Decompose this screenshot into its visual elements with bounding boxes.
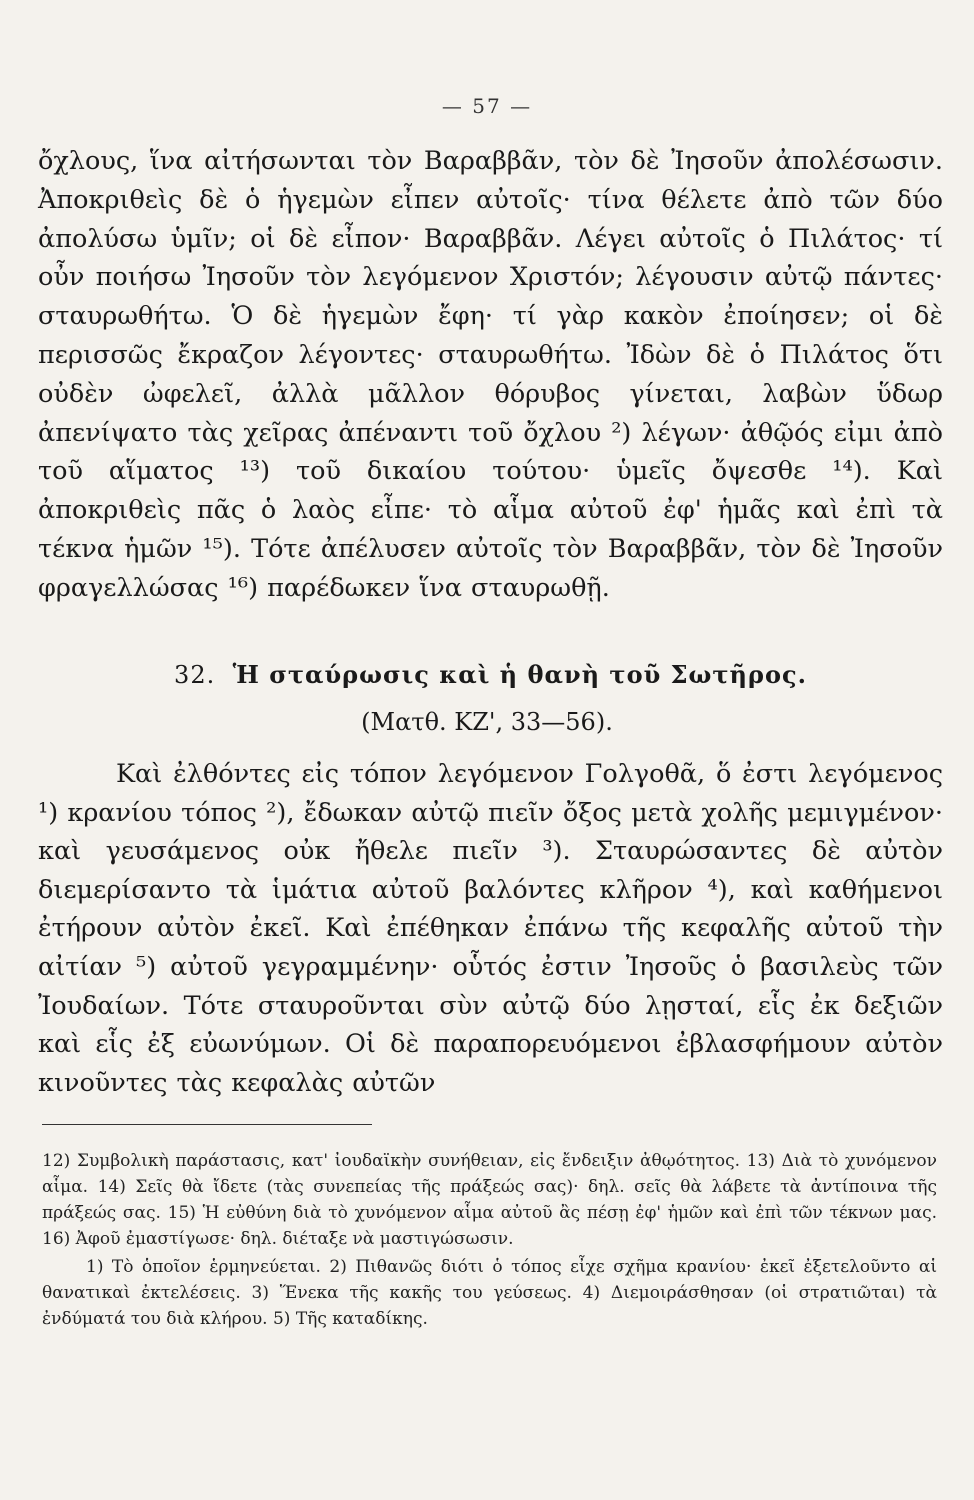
footnotes bbox=[42, 1148, 937, 1332]
main-text-block bbox=[38, 142, 943, 608]
page-number: — 57 — bbox=[441, 94, 533, 118]
section-heading bbox=[38, 660, 943, 689]
footnote-divider bbox=[42, 1124, 372, 1125]
section-number: 32. bbox=[174, 661, 216, 689]
section-text-block bbox=[38, 755, 943, 1102]
paragraph: ὄχλους, ἵνα αἰτήσωνται τὸν Βαραββᾶν, τὸν δὲ Ἰησοῦν ἀπολέσωσιν. Ἀποκριθεὶς δὲ ὁ ἡγεμὼν εἶπεν αὐτοῖς· τίνα θέλετε ἀπὸ τῶν δύο ἀπολύσω ὑμῖν; οἱ δὲ εἶπον· Βαραββᾶν. Λέγει αὐτοῖς ὁ Πιλάτος· τί οὖν ποιήσω Ἰησοῦν τὸν λεγόμενον Χριστόν; λέγουσιν αὐτῷ πάντες· σταυρωθήτω. Ὁ δὲ ἡγεμὼν ἔφη· τί γὰρ κακὸν ἐποίησεν; οἱ δὲ περισσῶς ἔκραζον λέγοντες· σταυρωθήτω. Ἰδὼν δὲ ὁ Πιλάτος ὅτι οὐδὲν ὠφελεῖ, ἀλλὰ μᾶλλον θόρυβος γίνεται, λαβὼν ὕδωρ ἀπενίψατο τὰς χεῖρας ἀπέναντι τοῦ ὄχλου ²) λέγων· ἀθῷός εἰμι ἀπὸ τοῦ αἵματος ¹³) τοῦ δικαίου τούτου· ὑμεῖς ὄψεσθε ¹⁴). Καὶ ἀποκριθεὶς πᾶς ὁ λαὸς εἶπε· τὸ αἷμα αὐτοῦ ἐφ' ἡμᾶς καὶ ἐπὶ τὰ τέκνα ἡμῶν ¹⁵). Τότε ἀπέλυσεν αὐτοῖς τὸν Βαραββᾶν, τὸν δὲ Ἰησοῦν φραγελλώσας ¹⁶) παρέδωκεν ἵνα σταυρωθῇ. bbox=[38, 146, 943, 603]
footnotes-previous: 12) Συμβολικὴ παράστασις, κατ' ἰουδαϊκὴν συνήθειαν, εἰς ἔνδειξιν ἀθῳότητος. 13) Διὰ τὸ χυνόμενον αἷμα. 14) Σεῖς θὰ ἴδετε (τὰς συνεπείας τῆς πράξεώς σας)· δηλ. σεῖς θὰ λάβετε τὰ ἀντίποινα τῆς πράξεώς σας. 15) Ἡ εὐθύνη διὰ τὸ χυνόμενον αἷμα αὐτοῦ ἂς πέσῃ ἐφ' ἡμῶν καὶ ἐπὶ τῶν τέκνων μας. 16) Ἀφοῦ ἐμαστίγωσε· δηλ. διέταξε νὰ μαστιγώσωσιν. bbox=[42, 1151, 937, 1249]
footnotes-section: 1) Τὸ ὁποῖον ἑρμηνεύεται. 2) Πιθανῶς διότι ὁ τόπος εἶχε σχῆμα κρανίου· ἐκεῖ ἐξετελοῦντο αἱ θανατικαὶ ἐκτελέσεις. 3) Ἕνεκα τῆς κακῆς του γεύσεως. 4) Διεμοιράσθησαν (οἱ στρατιῶται) τὰ ἐνδύματά του διὰ κλήρου. 5) Τῆς καταδίκης. bbox=[42, 1257, 937, 1329]
section-reference: (Ματθ. ΚΖ', 33—56). bbox=[361, 708, 613, 736]
section-title: Ἡ σταύρωσις καὶ ἡ θανὴ τοῦ Σωτῆρος. bbox=[232, 660, 807, 689]
paragraph: Καὶ ἐλθόντες εἰς τόπον λεγόμενον Γολγοθᾶ, ὅ ἐστι λεγόμενος ¹) κρανίου τόπος ²), ἔδωκαν αὐτῷ πιεῖν ὄξος μετὰ χολῆς μεμιγμένον· καὶ γευσάμενος οὐκ ἤθελε πιεῖν ³). Σταυρώσαντες δὲ αὐτὸν διεμερίσαντο τὰ ἱμάτια αὐτοῦ βαλόντες κλῆρον ⁴), καὶ καθήμενοι ἐτήρουν αὐτὸν ἐκεῖ. Καὶ ἐπέθηκαν ἐπάνω τῆς κεφαλῆς αὐτοῦ τὴν αἰτίαν ⁵) αὐτοῦ γεγραμμένην· οὗτός ἐστιν Ἰησοῦς ὁ βασιλεὺς τῶν Ἰουδαίων. Τότε σταυροῦνται σὺν αὐτῷ δύο λῃσταί, εἷς ἐκ δεξιῶν καὶ εἷς ἐξ εὐωνύμων. Οἱ δὲ παραπορευόμενοι ἐβλασφήμουν αὐτὸν κινοῦντες τὰς κεφαλὰς αὐτῶν bbox=[38, 759, 943, 1098]
